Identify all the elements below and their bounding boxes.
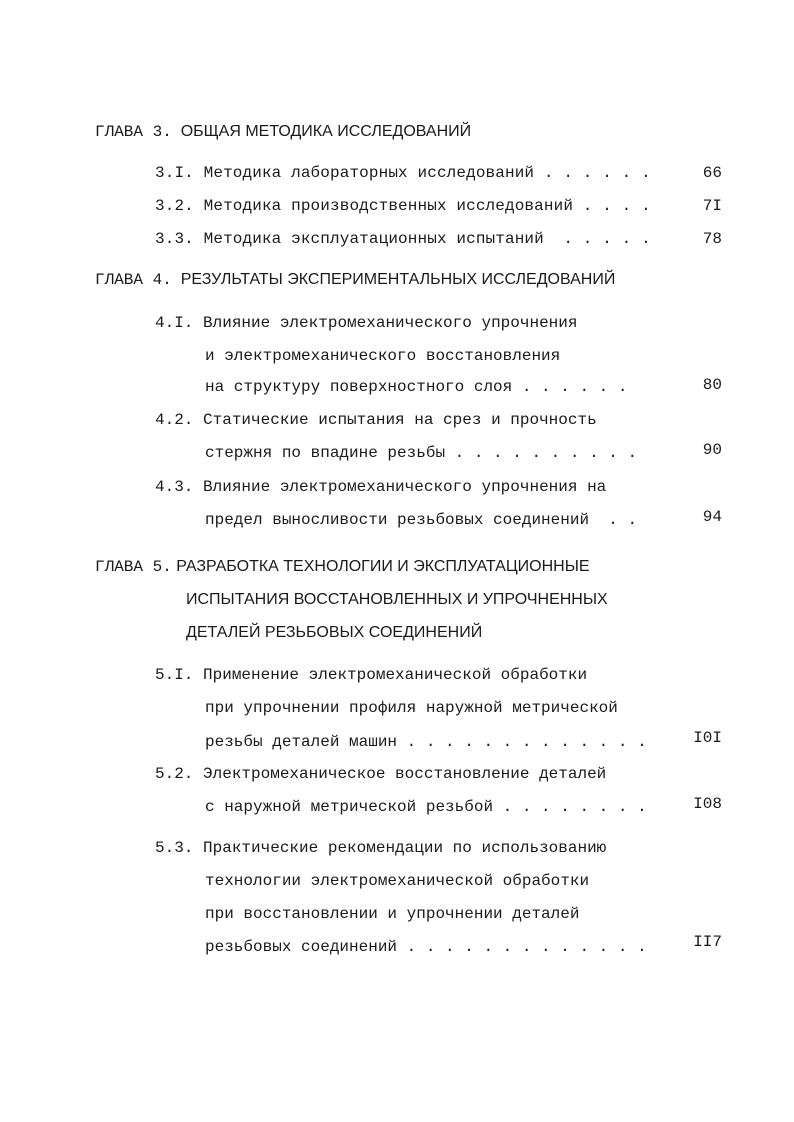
- section-title: Методика эксплуатационных испытаний . . . . .: [203, 230, 651, 248]
- page-number: 90: [702, 441, 722, 459]
- chapter-4-title: РЕЗУЛЬТАТЫ ЭКСПЕРИМЕНТАЛЬНЫХ ИССЛЕДОВАНИЙ: [180, 271, 616, 288]
- section-title-cont: технологии электромеханической обработки: [205, 872, 590, 890]
- section-number: 5.2.: [155, 765, 194, 783]
- chapter-5-title-line-3: ДЕТАЛЕЙ РЕЗЬБОВЫХ СОЕДИНЕНИЙ: [186, 624, 483, 641]
- page-number: 78: [702, 230, 722, 248]
- section-title: Электромеханическое восстановление деталей: [203, 765, 607, 783]
- toc-entry-3-1: [155, 165, 651, 181]
- section-title-cont: стержня по впадине резьбы . . . . . . . . . .: [205, 444, 638, 462]
- section-number: 3.I.: [155, 164, 194, 182]
- toc-entry-4-3: [155, 479, 606, 495]
- page-number: 66: [702, 164, 722, 182]
- section-title-cont: резьбовых соединений . . . . . . . . . . . . .: [205, 938, 647, 956]
- section-title-cont: резьбы деталей машин . . . . . . . . . . . . .: [205, 733, 647, 751]
- chapter-5-title-line-2: ИСПЫТАНИЯ ВОССТАНОВЛЕННЫХ И УПРОЧНЕННЫХ: [186, 591, 608, 608]
- chapter-5-heading: [95, 559, 590, 575]
- toc-entry-4-2: [155, 412, 597, 428]
- toc-entry-5-3: [155, 840, 606, 856]
- page-number: 7I: [702, 197, 722, 215]
- page-number: 94: [702, 508, 722, 526]
- chapter-5-title: РАЗРАБОТКА ТЕХНОЛОГИИ И ЭКСПЛУАТАЦИОННЫЕ: [176, 558, 590, 575]
- toc-entry-5-2: [155, 766, 606, 782]
- section-title-cont: с наружной метрической резьбой . . . . . . . .: [205, 798, 647, 816]
- section-number: 5.3.: [155, 839, 194, 857]
- section-title-cont: на структуру поверхностного слоя . . . . . .: [205, 378, 628, 396]
- section-title: Методика лабораторных исследований . . . . . .: [203, 164, 651, 182]
- toc-entry-3-3: [155, 231, 651, 247]
- section-number: 3.3.: [155, 230, 194, 248]
- section-title-cont: при восстановлении и упрочнении деталей: [205, 905, 580, 923]
- section-title-cont: и электромеханического восстановления: [205, 347, 561, 365]
- chapter-4-label: ГЛАВА 4.: [95, 271, 172, 289]
- section-number: 4.2.: [155, 411, 194, 429]
- page-number: II7: [693, 933, 722, 951]
- section-title: Практические рекомендации по использованию: [203, 839, 607, 857]
- section-title-cont: при упрочнении профиля наружной метрической: [205, 699, 618, 717]
- section-number: 4.3.: [155, 478, 194, 496]
- section-title: Статические испытания на срез и прочность: [203, 411, 597, 429]
- chapter-3-label: ГЛАВА 3.: [95, 123, 172, 141]
- chapter-5-label: ГЛАВА 5.: [95, 558, 172, 576]
- page-number: I08: [693, 795, 722, 813]
- chapter-3-heading: [95, 124, 471, 140]
- section-number: 3.2.: [155, 197, 194, 215]
- section-title: Применение электромеханической обработки: [203, 666, 588, 684]
- page-number: I0I: [693, 729, 722, 747]
- section-title-cont: предел выносливости резьбовых соединений . .: [205, 511, 638, 529]
- section-title: Методика производственных исследований . . . .: [203, 197, 651, 215]
- section-title: Влияние электромеханического упрочнения на: [203, 478, 607, 496]
- section-number: 5.I.: [155, 666, 194, 684]
- page-number: 80: [702, 376, 722, 394]
- section-number: 4.I.: [155, 314, 194, 332]
- section-title: Влияние электромеханического упрочнения: [203, 314, 578, 332]
- chapter-3-title: ОБЩАЯ МЕТОДИКА ИССЛЕДОВАНИЙ: [180, 123, 472, 140]
- toc-entry-3-2: [155, 198, 651, 214]
- chapter-4-heading: [95, 272, 615, 288]
- toc-entry-4-1: [155, 315, 577, 331]
- toc-entry-5-1: [155, 667, 587, 683]
